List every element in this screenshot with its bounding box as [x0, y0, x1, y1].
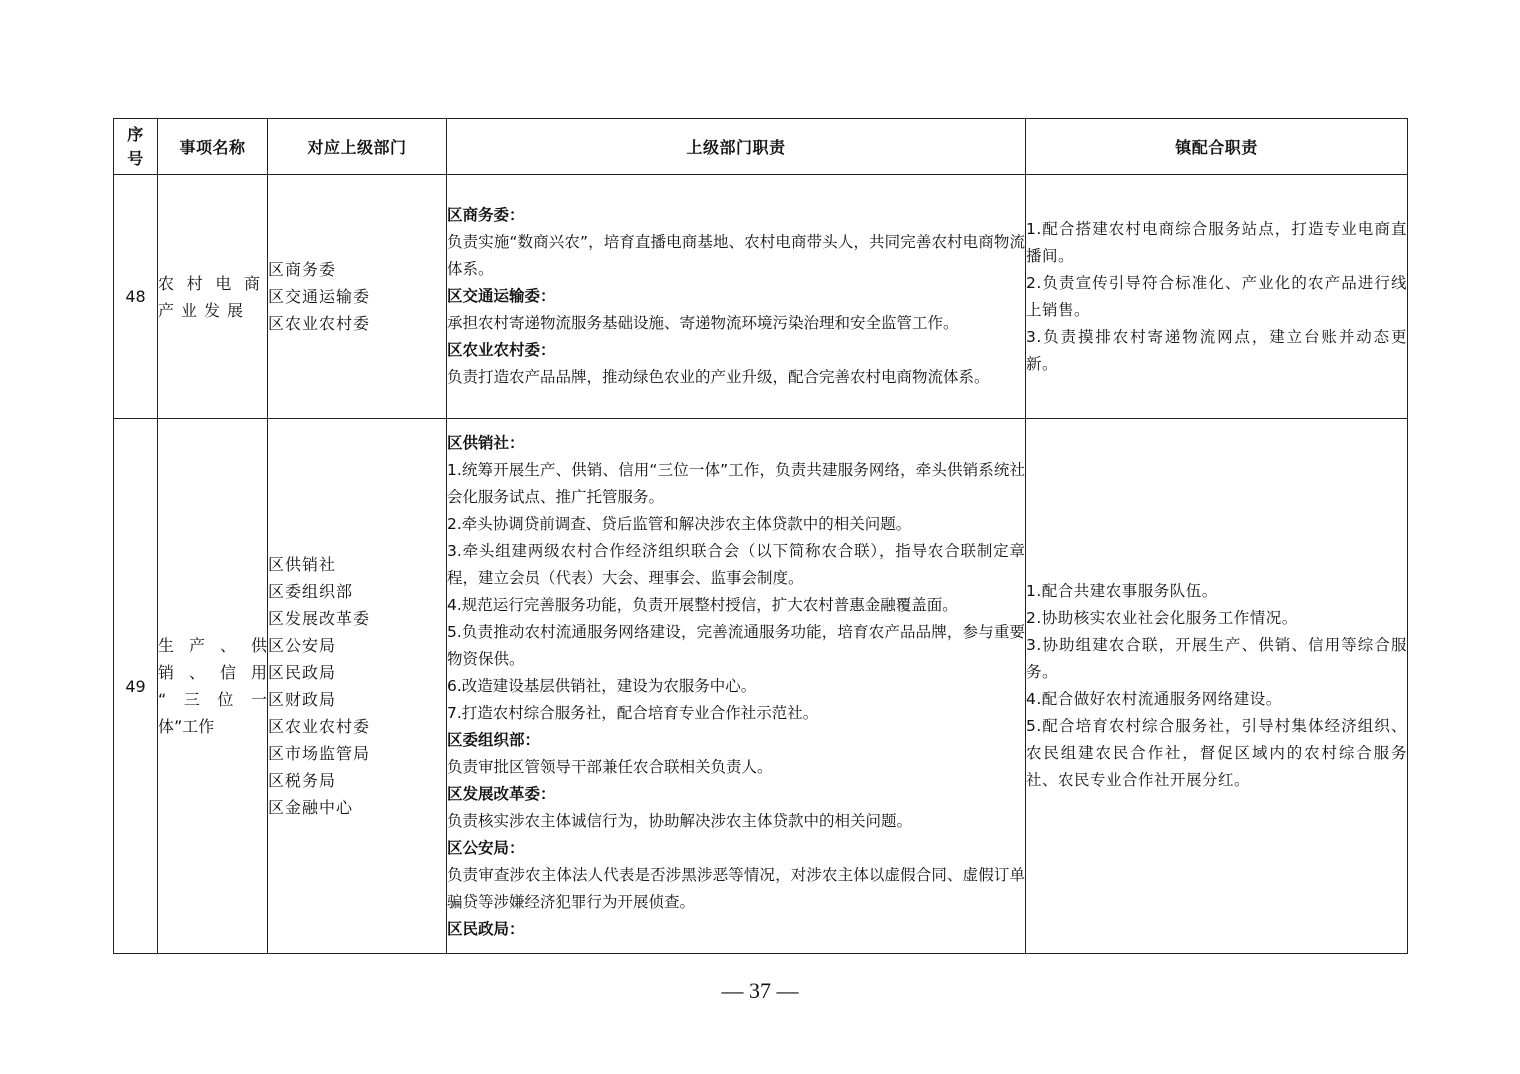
duty-paragraph: 负责核实涉农主体诚信行为，协助解决涉农主体贷款中的相关问题。 [447, 811, 913, 830]
table-row [114, 175, 1408, 419]
item-name-line: 销 、 信 用 [158, 663, 267, 682]
row-town-duties [1026, 175, 1408, 419]
row-superior-duties [447, 419, 1026, 954]
row-town-duties [1026, 419, 1408, 954]
duty-paragraph: 负责实施“数商兴农”，培育直播电商基地、农村电商带头人，共同完善农村电商物流体系。 [447, 233, 1025, 278]
department-item: 区供销社 [268, 555, 337, 574]
duty-table [113, 118, 1408, 954]
item-name-line: 生 产 、 供 [158, 636, 267, 655]
town-duty-item: 3.协助组建农合联，开展生产、供销、信用等综合服务。 [1026, 636, 1407, 681]
duty-paragraph: 2.牵头协调贷前调查、贷后监管和解决涉农主体贷款中的相关问题。 [447, 514, 912, 533]
header-superior-duties: 上级部门职责 [447, 119, 1026, 175]
department-item: 区委组织部 [268, 582, 354, 601]
table-header-row [114, 119, 1408, 175]
duty-paragraph: 4.规范运行完善服务功能，负责开展整村授信，扩大农村普惠金融覆盖面。 [447, 595, 958, 614]
row-department-list [268, 419, 447, 954]
item-name-line: 体”工作 [158, 717, 215, 736]
town-duty-item: 5.配合培育农村综合服务社，引导村集体经济组织、农民组建农民合作社，督促区域内的农村综合服务社、农民专业合作社开展分红。 [1026, 717, 1407, 789]
department-item: 区金融中心 [268, 798, 354, 817]
department-item: 区税务局 [268, 771, 337, 790]
row-item-name: 农村电商产业发展 [158, 175, 268, 419]
duty-section-heading: 区委组织部： [447, 730, 541, 749]
department-item: 区民政局 [268, 663, 337, 682]
duty-paragraph: 1.统筹开展生产、供销、信用“三位一体”工作，负责共建服务网络，牵头供销系统社会化服务试点、推广托管服务。 [447, 460, 1025, 506]
department-item: 区农业农村委 [268, 314, 371, 333]
duty-paragraph: 负责审查涉农主体法人代表是否涉黑涉恶等情况，对涉农主体以虚假合同、虚假订单骗贷等涉嫌经济犯罪行为开展侦查。 [447, 865, 1025, 911]
duty-paragraph: 负责打造农产品品牌，推动绿色农业的产业升级，配合完善农村电商物流体系。 [447, 368, 990, 386]
department-item: 区商务委 [268, 260, 337, 279]
row-item-name [158, 419, 268, 954]
department-item: 区财政局 [268, 690, 337, 709]
department-item: 区农业农村委 [268, 717, 371, 736]
town-duty-item: 1.配合共建农事服务队伍。 [1026, 582, 1218, 600]
duty-paragraph: 6.改造建设基层供销社，建设为农服务中心。 [447, 676, 757, 695]
town-duty-item: 2.负责宣传引导符合标准化、产业化的农产品进行线上销售。 [1026, 273, 1407, 319]
row-department-list [268, 175, 447, 419]
duty-section-heading: 区商务委： [447, 206, 525, 224]
duty-paragraph: 承担农村寄递物流服务基础设施、寄递物流环境污染治理和安全监管工作。 [447, 314, 959, 332]
header-town-duties: 镇配合职责 [1026, 119, 1408, 175]
department-item: 区公安局 [268, 636, 337, 655]
item-name-line: “ 三 位 一 [158, 690, 267, 709]
duty-section-heading: 区交通运输委： [447, 287, 556, 305]
page-number: — 37 — [721, 978, 799, 1003]
duty-paragraph: 5.负责推动农村流通服务网络建设，完善流通服务功能，培育农产品品牌，参与重要物资保供。 [447, 622, 1025, 668]
town-duty-item: 1.配合搭建农村电商综合服务站点，打造专业电商直播间。 [1026, 219, 1407, 265]
duty-section-heading: 区供销社： [447, 433, 525, 452]
row-superior-duties [447, 175, 1026, 419]
duty-paragraph: 负责审批区管领导干部兼任农合联相关负责人。 [447, 757, 773, 776]
header-serial-number: 序号 [114, 119, 158, 175]
table-row [114, 419, 1408, 954]
department-item: 区交通运输委 [268, 287, 371, 306]
row-serial-number: 48 [114, 175, 158, 419]
row-serial-number: 49 [114, 419, 158, 954]
department-item: 区市场监管局 [268, 744, 371, 763]
header-item-name: 事项名称 [158, 119, 268, 175]
department-item: 区发展改革委 [268, 609, 371, 628]
duty-paragraph: 7.打造农村综合服务社，配合培育专业合作社示范社。 [447, 703, 819, 722]
town-duty-item: 3.负责摸排农村寄递物流网点，建立台账并动态更新。 [1026, 327, 1407, 373]
header-superior-department: 对应上级部门 [268, 119, 447, 175]
duty-section-heading: 区农业农村委： [447, 341, 556, 359]
town-duty-item: 4.配合做好农村流通服务网络建设。 [1026, 690, 1282, 708]
duty-paragraph: 3.牵头组建两级农村合作经济组织联合会（以下简称农合联），指导农合联制定章程，建立会员（代表）大会、理事会、监事会制度。 [447, 541, 1025, 587]
duty-section-heading: 区公安局： [447, 838, 525, 857]
town-duty-item: 2.协助核实农业社会化服务工作情况。 [1026, 609, 1298, 627]
duty-section-heading: 区民政局： [447, 919, 525, 938]
duty-section-heading: 区发展改革委： [447, 784, 556, 803]
